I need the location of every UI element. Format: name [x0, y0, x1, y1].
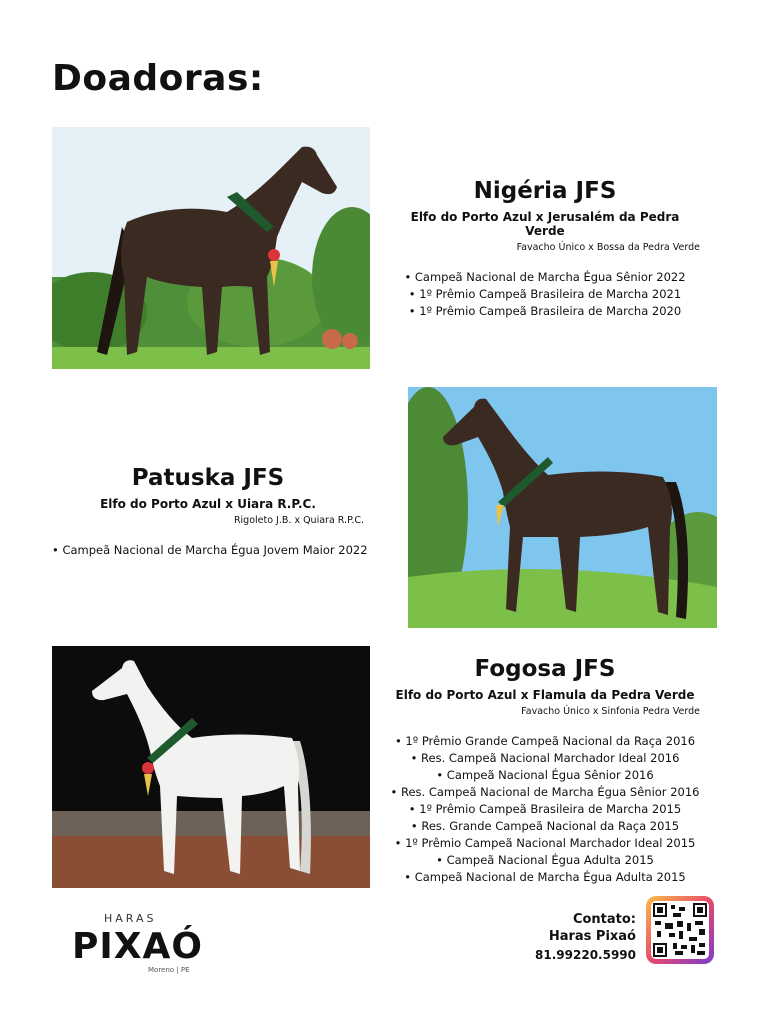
horse-pedigree: Elfo do Porto Azul x Jerusalém da Pedra Verde [410, 210, 680, 238]
contact-block [535, 912, 636, 962]
horse-photo-fogosa [52, 646, 370, 888]
horse-pedigree: Elfo do Porto Azul x Flamula da Pedra Verde [395, 688, 695, 702]
horse-name: Nigéria JFS [473, 178, 617, 204]
award-item: • Res. Grande Campeã Nacional da Raça 2015 [390, 818, 700, 835]
logo-name: PIXAÓ [72, 926, 203, 967]
award-item: • 1º Prêmio Campeã Brasileira de Marcha 2020 [390, 303, 700, 320]
awards-list [390, 269, 700, 320]
award-item: • Campeã Nacional de Marcha Égua Jovem Maior 2022 [52, 542, 364, 559]
award-item: • Res. Campeã Nacional Marchador Ideal 2016 [390, 750, 700, 767]
award-item: • 1º Prêmio Campeã Nacional Marchador Ideal 2015 [390, 835, 700, 852]
award-item: • Campeã Nacional Égua Adulta 2015 [390, 852, 700, 869]
logo-haras-text: HARAS [104, 912, 157, 925]
horse-pedigree: Elfo do Porto Azul x Uiara R.P.C. [100, 497, 316, 511]
horse-photo-patuska [408, 387, 717, 628]
horse-photo-nigeria [52, 127, 370, 369]
contact-label: Contato: [572, 912, 636, 927]
award-item: • 1º Prêmio Campeã Brasileira de Marcha 2021 [390, 286, 700, 303]
award-item: • Campeã Nacional Égua Sênior 2016 [390, 767, 700, 784]
horse-grandparents: Favacho Único x Bossa da Pedra Verde [516, 242, 700, 253]
award-item: • 1º Prêmio Campeã Brasileira de Marcha 2015 [390, 801, 700, 818]
award-item: • Res. Campeã Nacional de Marcha Égua Sênior 2016 [390, 784, 700, 801]
page-title: Doadoras: [52, 58, 264, 99]
haras-pixao-logo [72, 912, 202, 978]
horse-info-patuska [52, 465, 368, 559]
horse-grandparents: Favacho Único x Sinfonia Pedra Verde [521, 706, 700, 717]
horse-info-nigeria [390, 178, 700, 320]
logo-location: Moreno | PE [148, 966, 190, 974]
award-item: • 1º Prêmio Grande Campeã Nacional da Raça 2016 [390, 733, 700, 750]
contact-phone[interactable]: 81.99220.5990 [535, 948, 636, 962]
award-item: • Campeã Nacional de Marcha Égua Adulta 2015 [390, 869, 700, 886]
horse-info-fogosa [390, 656, 700, 886]
awards-list [390, 733, 700, 886]
horse-name: Patuska JFS [131, 465, 285, 491]
award-item: • Campeã Nacional de Marcha Égua Sênior 2022 [390, 269, 700, 286]
awards-list [52, 542, 368, 559]
horse-name: Fogosa JFS [474, 656, 616, 682]
contact-name: Haras Pixaó [548, 929, 636, 944]
horse-grandparents: Rigoleto J.B. x Quiara R.P.C. [233, 515, 364, 526]
qr-code-icon[interactable] [646, 896, 714, 964]
